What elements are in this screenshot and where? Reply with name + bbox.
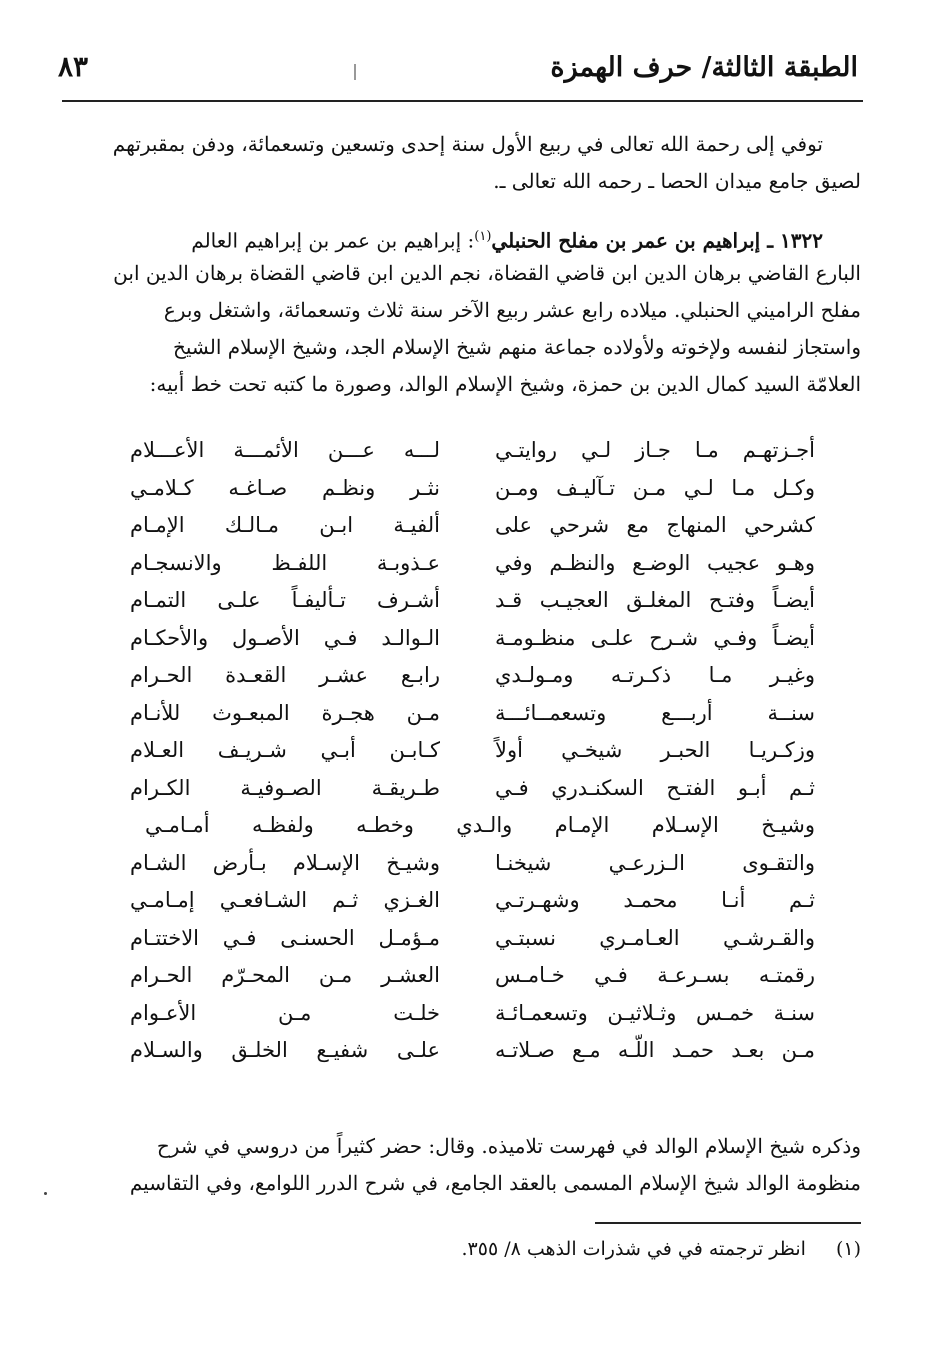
verse-second-hemistich: خلـت مـن الأعـوام	[130, 1000, 440, 1025]
footnote-reference: (١)	[474, 229, 492, 244]
closing-paragraph	[62, 1128, 861, 1202]
verse-second-hemistich: لـــه عـــن الأئمـــة الأعـــلام	[130, 438, 440, 462]
verse-second-hemistich: طـريقـة الصـوفيـة الكـرام	[130, 775, 440, 800]
verse-first-hemistich: أيضـاً وفـي شـرح علـى منظـومـة	[495, 625, 815, 650]
scan-mark	[354, 64, 356, 80]
verse-row	[130, 1001, 815, 1039]
closing-line: منظومة الوالد شيخ الإسلام المسمى بالعقد الجامع، في شرح الدرر اللوامع، وفي التقاسيم	[129, 1171, 861, 1195]
verse-row	[130, 738, 815, 776]
page-number: ٨٣	[58, 50, 89, 83]
verse-row	[130, 438, 815, 476]
verse-first-hemistich: ثـم أنـا محمـد وشهـرتـي	[495, 888, 815, 912]
verse-second-hemistich: مـؤمـل الحسنـى فـي الاختتـام	[130, 925, 440, 950]
verse-row	[130, 551, 815, 589]
verse-first-hemistich: ثـم أبـو الفتـح السكنـدري فـي	[495, 775, 815, 800]
verse-second-hemistich: العشـر مـن المحـرّم الحـرام	[130, 963, 440, 987]
intro-line: لصيق جامع ميدان الحصا ـ رحمه الله تعالى ـ.	[493, 169, 861, 193]
entry-heading: ١٣٢٢ ـ إبراهيم بن عمر بن مفلح الحنبلي	[491, 228, 823, 253]
verse-row	[130, 776, 815, 814]
verse-row	[130, 626, 815, 664]
verse-first-hemistich: والقـرشـي العـامـري نسبتـي	[495, 925, 815, 950]
entry-line: واستجاز لنفسه ولإخوته ولأولاده جماعة منهم شيخ الإسلام الجد، وشيخ الإسلام الشيخ	[172, 335, 861, 359]
verse-second-hemistich: كـابـن أبـي شـريـف العـلام	[130, 738, 440, 762]
verse-first-hemistich: وكـل مـا لـي مـن تـآليـف ومـن	[495, 475, 815, 500]
footnote-number: (١)	[835, 1238, 861, 1260]
verse-second-hemistich: وشيـخ الإسـلام بـأرض الشـام	[130, 850, 440, 875]
verse-row	[130, 1038, 815, 1076]
footnote-rule	[595, 1222, 861, 1224]
verse-row	[130, 851, 815, 889]
entry-line: مفلح الراميني الحنبلي. ميلاده رابع عشر ربيع الآخر سنة ثلاث وتسعمائة، واشتغل وبرع	[163, 298, 861, 322]
verse-first-hemistich: والتقـوى الـزرعـي شيخنـا	[495, 850, 815, 875]
verse-first-hemistich: رقمتـه بسـرعـة فـي خـامـس	[495, 963, 815, 987]
entry-line: العلامّة السيد كمال الدين بن حمزة، وشيخ الإسلام الوالد، وصورة ما كتبه تحت خط أبيه:	[149, 372, 861, 396]
verse-second-hemistich: أشـرف تـأليفـاً علـى التمـام	[130, 588, 440, 612]
verse-row	[130, 476, 815, 514]
verse-row-full	[130, 813, 815, 851]
verse-full-line: وشيـخ الإسـلام الإمـام والـدي وخطـه ولفظـه أمـامـي	[145, 813, 815, 837]
verse-row	[130, 963, 815, 1001]
scan-speck	[44, 1192, 47, 1195]
verse-row	[130, 588, 815, 626]
verse-first-hemistich: وزكـريـا الحبـر شيخـي أولاً	[495, 738, 815, 762]
verse-row	[130, 701, 815, 739]
verse-first-hemistich: وهـو عجيب الوضـع والنظـم وفي	[495, 550, 815, 575]
verse-first-hemistich: أيضـاً وفتـح المغلـق العجيـب قـد	[495, 588, 815, 612]
entry-first-line-rest: : إبراهيم بن عمر بن إبراهيم العالم	[191, 228, 475, 253]
verse-first-hemistich: سنــة أربـــع وتسعمــائـــة	[495, 700, 815, 725]
verse-first-hemistich: أجـزتهـم مـا جـاز لـي روايتـي	[495, 438, 815, 462]
entry-paragraph	[62, 218, 861, 403]
intro-paragraph	[62, 126, 861, 200]
verse-row	[130, 663, 815, 701]
verse-second-hemistich: مـن هجـرة المبعـوث للأنـام	[130, 700, 440, 725]
verse-first-hemistich: مـن بعـد حمـد اللّـه مـع صـلاتـه	[495, 1038, 815, 1062]
verse-second-hemistich: رابـع عشـر القعـدة الحـرام	[130, 663, 440, 687]
poem	[130, 438, 815, 1076]
header-rule	[62, 100, 863, 102]
verse-first-hemistich: وغيـر مـا ذكـرتـه ومـولـدي	[495, 663, 815, 687]
verse-second-hemistich: نثـر ونظـم صـاغـه كـلامـي	[130, 475, 440, 500]
entry-first-line	[62, 218, 861, 255]
verse-second-hemistich: الغـزي ثـم الشـافعـي إمـامـي	[130, 888, 440, 912]
verse-row	[130, 888, 815, 926]
verse-row	[130, 513, 815, 551]
verse-first-hemistich: كشرحي المنهاج مع شرحي على	[495, 513, 815, 537]
footnote	[462, 1238, 862, 1260]
verse-second-hemistich: علـى شفيـع الخلـق والسـلام	[130, 1038, 440, 1062]
verse-second-hemistich: عـذوبـة اللفـظ والانسجـام	[130, 550, 440, 575]
running-title: الطبقة الثالثة/ حرف الهمزة	[550, 52, 858, 83]
footnote-text: انظر ترجمته في في شذرات الذهب ٨/ ٣٥٥.	[461, 1238, 806, 1260]
verse-first-hemistich: سنـة خمـس وثـلاثيـن وتسعمـائـة	[495, 1000, 815, 1025]
verse-row	[130, 926, 815, 964]
intro-line: توفي إلى رحمة الله تعالى في ربيع الأول سنة إحدى وتسعين وتسعمائة، ودفن بمقبرتهم	[112, 132, 823, 156]
closing-line: وذكره شيخ الإسلام الوالد في فهرست تلاميذه. وقال: حضر كثيراً من دروسي في شرح	[156, 1134, 861, 1158]
verse-second-hemistich: الـوالـد فـي الأصـول والأحكـام	[130, 625, 440, 650]
verse-second-hemistich: ألفيـة ابـن مـالـك الإمـام	[130, 513, 440, 537]
entry-line: البارع القاضي برهان الدين ابن قاضي القضاة، نجم الدين ابن قاضي القضاة برهان الدين ابن	[113, 261, 861, 285]
